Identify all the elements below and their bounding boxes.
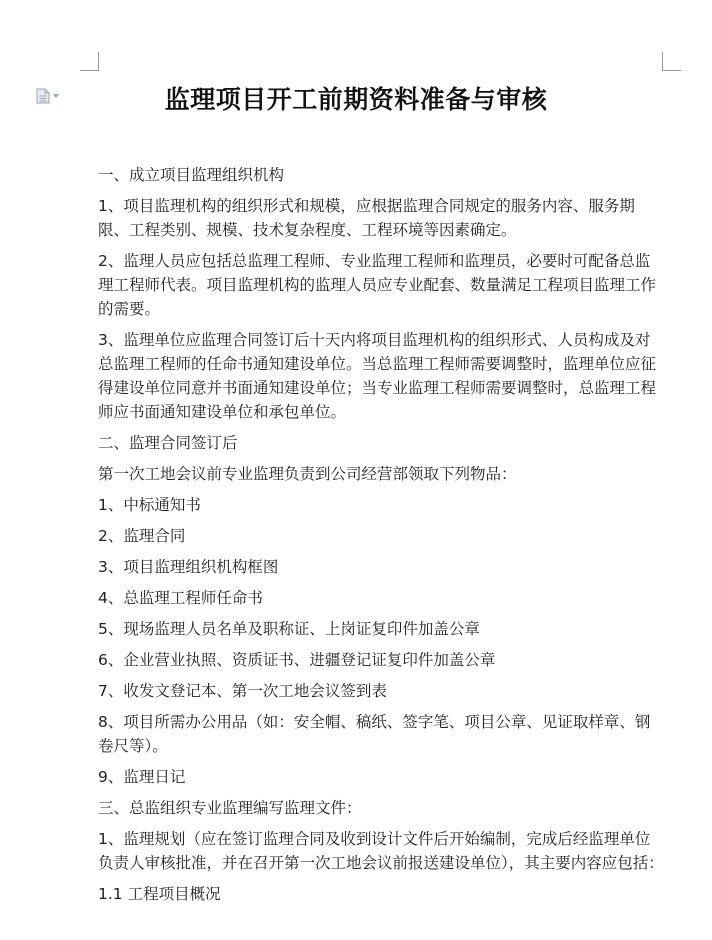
list-item: 5、现场监理人员名单及职称证、上岗证复印件加盖公章 [98, 620, 480, 638]
list-item: 7、收发文登记本、第一次工地会议签到表 [98, 682, 387, 700]
list-item: 8、项目所需办公用品（如：安全帽、稿纸、签字笔、项目公章、见证取样章、钢卷尺等）。 [98, 713, 651, 755]
page-corner-top-left-mark [80, 52, 99, 71]
paragraph: 1、监理规划（应在签订监理合同及收到设计文件后开始编制，完成后经监理单位负责人审核批准，并在召开第一次工地会议前报送建设单位），其主要内容应包括： [98, 830, 664, 872]
paragraph: 第一次工地会议前专业监理负责到公司经营部领取下列物品： [98, 465, 517, 483]
section-heading: 一、成立项目监理组织机构 [98, 166, 285, 184]
paragraph: 3、监理单位应监理合同签订后十天内将项目监理机构的组织形式、人员构成及对总监理工程师的任命书通知建设单位。当总监理工程师需要调整时，监理单位应征得建设单位同意并书面通知建设单位；当专业监理工程师需要调整时，总监理工程师应书面通知建设单位和承包单位。 [98, 331, 657, 421]
list-item: 4、总监理工程师任命书 [98, 589, 263, 607]
paragraph: 2、监理人员应包括总监理工程师、专业监理工程师和监理员，必要时可配备总监理工程师代表。项目监理机构的监理人员应专业配套、数量满足工程项目监理工作的需要。 [98, 252, 657, 318]
list-item: 2、监理合同 [98, 527, 186, 545]
paragraph: 1、项目监理机构的组织形式和规模，应根据监理合同规定的服务内容、服务期限、工程类别、规模、技术复杂程度、工程环境等因素确定。 [98, 197, 635, 239]
page-corner-top-right-mark [662, 52, 681, 71]
section-heading: 二、监理合同签订后 [98, 434, 238, 452]
section-heading: 三、总监组织专业监理编写监理文件： [98, 799, 362, 817]
list-item: 9、监理日记 [98, 768, 186, 786]
list-item: 1、中标通知书 [98, 496, 201, 514]
list-item: 3、项目监理组织机构框图 [98, 558, 279, 576]
subsection-heading: 1.1 工程项目概况 [98, 885, 221, 903]
document-body [98, 163, 664, 906]
list-item: 6、企业营业执照、资质证书、进疆登记证复印件加盖公章 [98, 651, 496, 669]
document-title: 监理项目开工前期资料准备与审核 [164, 85, 548, 114]
